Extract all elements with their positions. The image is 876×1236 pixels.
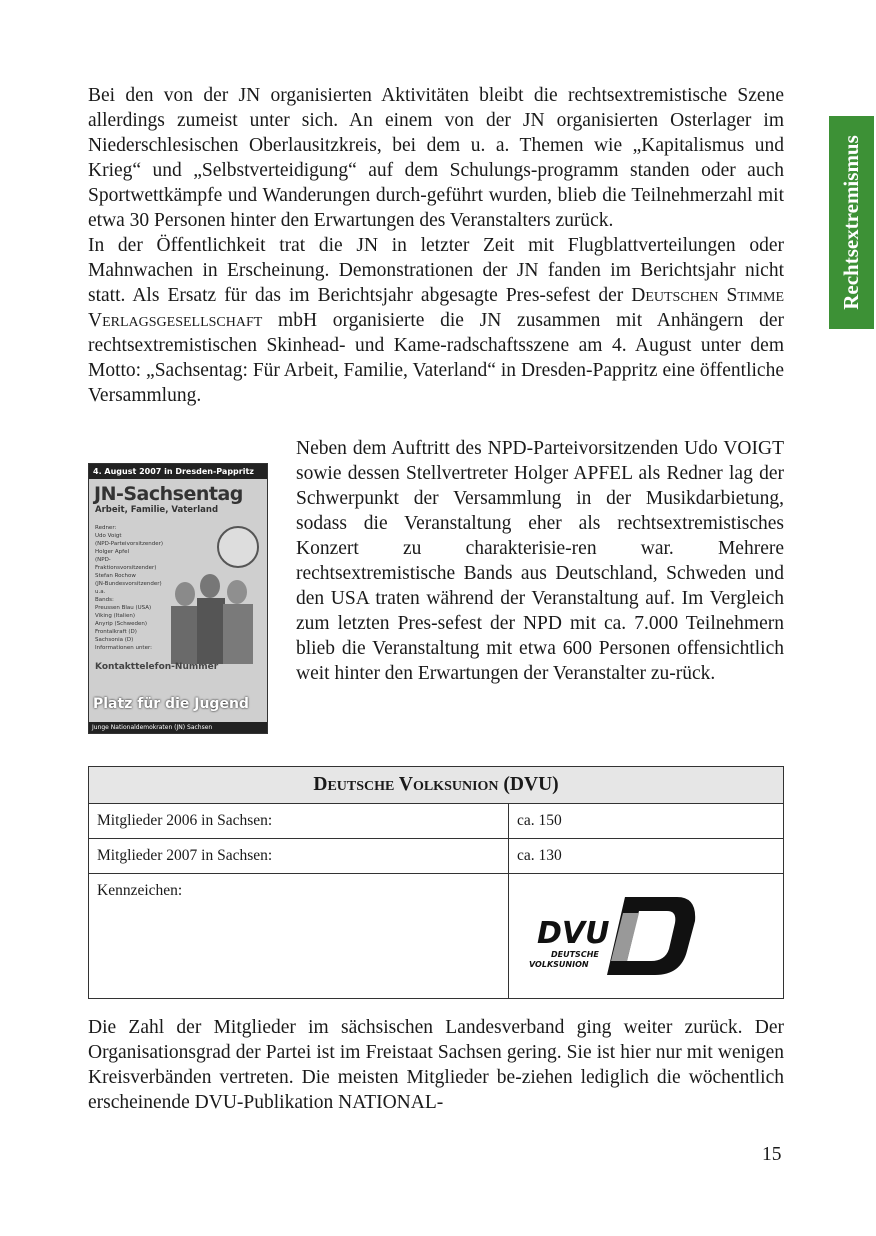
row-value: ca. 150 bbox=[509, 804, 784, 839]
flyer-speaker-list: Redner: Udo Voigt (NPD-Parteivorsitzender) Holger Apfel (NPD-Fraktionsvorsitzender) Stefan Rochow (JN-Bundesvorsitzender) u.a. Bands: Preussen Blau (USA) Viking (Italien) Anyrip (Schweden) Frontalkraft (D) Sachsonia (D) Informationen unter: bbox=[95, 525, 164, 651]
flyer-people-photo bbox=[165, 564, 261, 664]
table-row bbox=[89, 839, 784, 874]
svg-text:VOLKSUNION: VOLKSUNION bbox=[529, 960, 589, 969]
flyer-footer: Junge Nationaldemokraten (JN) Sachsen bbox=[89, 722, 267, 733]
jn-sachsentag-flyer-image bbox=[88, 463, 268, 734]
paragraph-2-continued: Neben dem Auftritt des NPD-Parteivorsitzenden Udo VOIGT sowie dessen Stellvertreter Holger APFEL als Redner lag der Schwerpunkt der Versammlung in der Musikdarbietung, sodass die Veranstaltung eher als rechtsextremistisches Konzert zu charakterisie-ren war. Mehrere rechtsextremistische Bands aus Deutschland, Schweden und den USA traten während der Veranstaltung auf. Im Vergleich zum letzten Pres-sefest der NPD mit ca. 7.000 Teilnehmern blieb die Veranstaltung mit etwa 600 Personen offensichtlich weit hinter den Erwartungen der Veranstalter zu-rück. bbox=[296, 438, 784, 684]
flyer-header: 4. August 2007 in Dresden-Pappritz bbox=[89, 464, 267, 479]
flyer-slogan: Platz für die Jugend bbox=[93, 696, 249, 712]
flyer-title: JN-Sachsentag bbox=[94, 483, 243, 505]
flyer-contact: Kontakttelefon-Nummer bbox=[95, 662, 219, 672]
svg-text:DEUTSCHE: DEUTSCHE bbox=[551, 950, 599, 959]
flyer-emblem bbox=[217, 526, 259, 568]
row-label: Mitglieder 2007 in Sachsen: bbox=[89, 839, 509, 874]
publisher-name: Deutschen Stimme Verlagsgesellschaft bbox=[88, 285, 784, 331]
table-row bbox=[89, 874, 784, 999]
svg-text:DVU: DVU bbox=[537, 916, 610, 951]
table-title: Deutsche Volksunion (DVU) bbox=[89, 767, 784, 804]
main-text-top bbox=[88, 83, 784, 408]
paragraph-1: Bei den von der JN organisierten Aktivitäten bleibt die rechtsextremistische Szene allerdings zumeist unter sich. An einem von der JN organisierten Osterlager im Niederschlesischen Oberlausitzkreis, bei dem u. a. Themen wie „Kapitalismus und Krieg“ und „Selbstverteidigung“ auf dem Schulungs-programm standen oder auch Sportwettkämpfe und Wanderungen durch-geführt wurden, blieb die Teilnehmerzahl mit etwa 30 Personen hinter den Erwartungen des Veranstalters zurück. bbox=[88, 85, 784, 231]
side-tab-label: Rechtsextremismus bbox=[839, 135, 864, 310]
dvu-logo bbox=[527, 891, 697, 981]
dvu-info-table bbox=[88, 766, 784, 999]
page-number: 15 bbox=[762, 1144, 782, 1165]
table-row bbox=[89, 804, 784, 839]
paragraph-3: Die Zahl der Mitglieder im sächsischen Landesverband ging weiter zurück. Der Organisationsgrad der Partei ist im Freistaat Sachsen gering. Sie ist hier nur mit wenigen Kreisverbänden vertreten. Die meisten Mitglieder be-ziehen lediglich die wöchentlich erscheinende DVU-Publikation NATIONAL- bbox=[88, 1017, 784, 1113]
dvu-logo-cell bbox=[509, 874, 784, 999]
flyer-subtitle: Arbeit, Familie, Vaterland bbox=[95, 505, 219, 515]
row-label: Mitglieder 2006 in Sachsen: bbox=[89, 804, 509, 839]
row-value: ca. 130 bbox=[509, 839, 784, 874]
paragraph-2: In der Öffentlichkeit trat die JN in letzter Zeit mit Flugblattverteilungen oder Mahnwachen in Erscheinung. Demonstrationen der JN fanden im Berichtsjahr nicht statt. Als Ersatz für das im Berichtsjahr abgesagte Pres-sefest der Deutschen Stimme Verlagsgesellschaft mbH organisierte die JN zusammen mit Anhängern der rechtsextremistischen Skinhead- und Kame-radschaftsszene am 4. August unter dem Motto: „Sachsentag: Für Arbeit, Familie, Vaterland“ in Dresden-Pappritz eine öffentliche Versammlung. bbox=[88, 235, 784, 406]
side-section-tab bbox=[829, 116, 874, 329]
kennzeichen-label: Kennzeichen: bbox=[89, 874, 509, 999]
